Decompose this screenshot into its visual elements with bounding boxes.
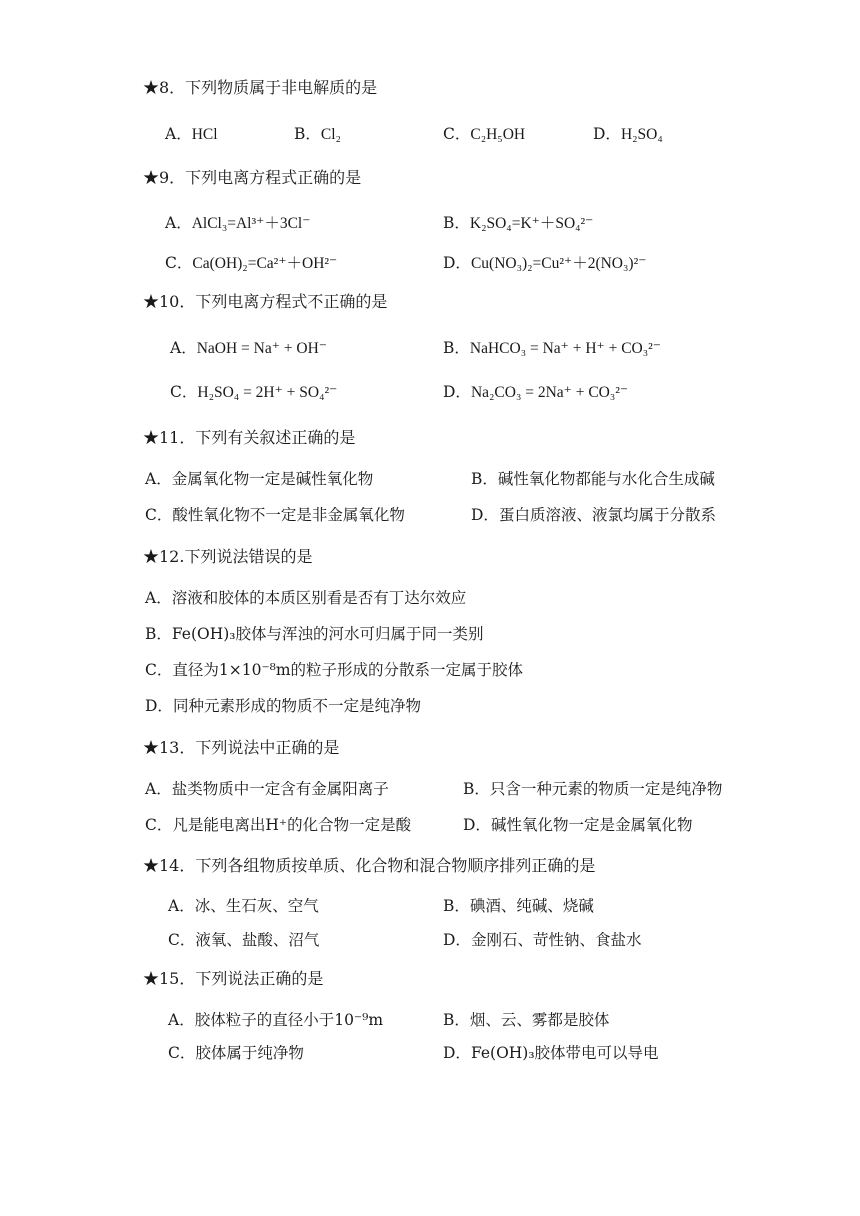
- option-b: B．Fe(OH)₃胶体与浑浊的河水可归属于同一类别: [145, 625, 484, 643]
- option-a: A．金属氧化物一定是碱性氧化物: [145, 470, 374, 488]
- option-c: C．H₂SO₄ = 2H⁺ + SO₄²⁻: [170, 383, 338, 401]
- option-a: A．HCl: [165, 125, 218, 143]
- option-c: C．液氧、盐酸、沼气: [168, 931, 320, 949]
- option-c: C．胶体属于纯净物: [168, 1044, 304, 1062]
- option-c: C．凡是能电离出H⁺的化合物一定是酸: [145, 816, 412, 834]
- question-stem: ★10．下列电离方程式不正确的是: [143, 292, 388, 311]
- option-c: C．直径为1×10⁻⁸m的粒子形成的分散系一定属于胶体: [145, 661, 524, 679]
- option-d: D．蛋白质溶液、液氯均属于分散系: [471, 506, 716, 524]
- option-b: B．碱性氧化物都能与水化合生成碱: [471, 470, 715, 488]
- question-stem: ★8．下列物质属于非电解质的是: [143, 78, 378, 97]
- option-d: D．Fe(OH)₃胶体带电可以导电: [443, 1044, 659, 1062]
- question-stem: ★9．下列电离方程式正确的是: [143, 168, 362, 187]
- option-b: B．只含一种元素的物质一定是纯净物: [463, 780, 723, 798]
- option-d: D．Na₂CO₃ = 2Na⁺ + CO₃²⁻: [443, 383, 629, 401]
- option-d: D．金刚石、苛性钠、食盐水: [443, 931, 642, 949]
- option-d: D．Cu(NO₃)₂=Cu²⁺＋2(NO₃)²⁻: [443, 254, 647, 272]
- option-a: A．AlCl₃=Al³⁺＋3Cl⁻: [165, 214, 311, 232]
- option-d: D．碱性氧化物一定是金属氧化物: [463, 816, 693, 834]
- option-a: A．冰、生石灰、空气: [168, 897, 319, 915]
- option-c: C．酸性氧化物不一定是非金属氧化物: [145, 506, 405, 524]
- option-b: B．烟、云、雾都是胶体: [443, 1011, 610, 1029]
- option-b: B．Cl₂: [294, 125, 341, 143]
- option-c: C．Ca(OH)₂=Ca²⁺＋OH²⁻: [165, 254, 338, 272]
- option-d: D．同种元素形成的物质不一定是纯净物: [145, 697, 421, 715]
- option-a: A．NaOH = Na⁺ + OH⁻: [170, 339, 327, 357]
- question-stem: ★12.下列说法错误的是: [143, 547, 313, 566]
- option-d: D．H₂SO₄: [593, 125, 663, 143]
- option-c: C．C₂H₅OH: [443, 125, 526, 143]
- option-b: B．K₂SO₄=K⁺＋SO₄²⁻: [443, 214, 594, 232]
- option-a: A．盐类物质中一定含有金属阳离子: [145, 780, 389, 798]
- question-stem: ★11．下列有关叙述正确的是: [143, 428, 356, 447]
- option-b: B．NaHCO₃ = Na⁺ + H⁺ + CO₃²⁻: [443, 339, 661, 357]
- option-a: A．胶体粒子的直径小于10⁻⁹m: [168, 1011, 384, 1029]
- option-a: A．溶液和胶体的本质区别看是否有丁达尔效应: [145, 589, 467, 607]
- option-b: B．碘酒、纯碱、烧碱: [443, 897, 594, 915]
- question-stem: ★13．下列说法中正确的是: [143, 738, 340, 757]
- question-stem: ★15．下列说法正确的是: [143, 969, 324, 988]
- question-stem: ★14．下列各组物质按单质、化合物和混合物顺序排列正确的是: [143, 856, 596, 875]
